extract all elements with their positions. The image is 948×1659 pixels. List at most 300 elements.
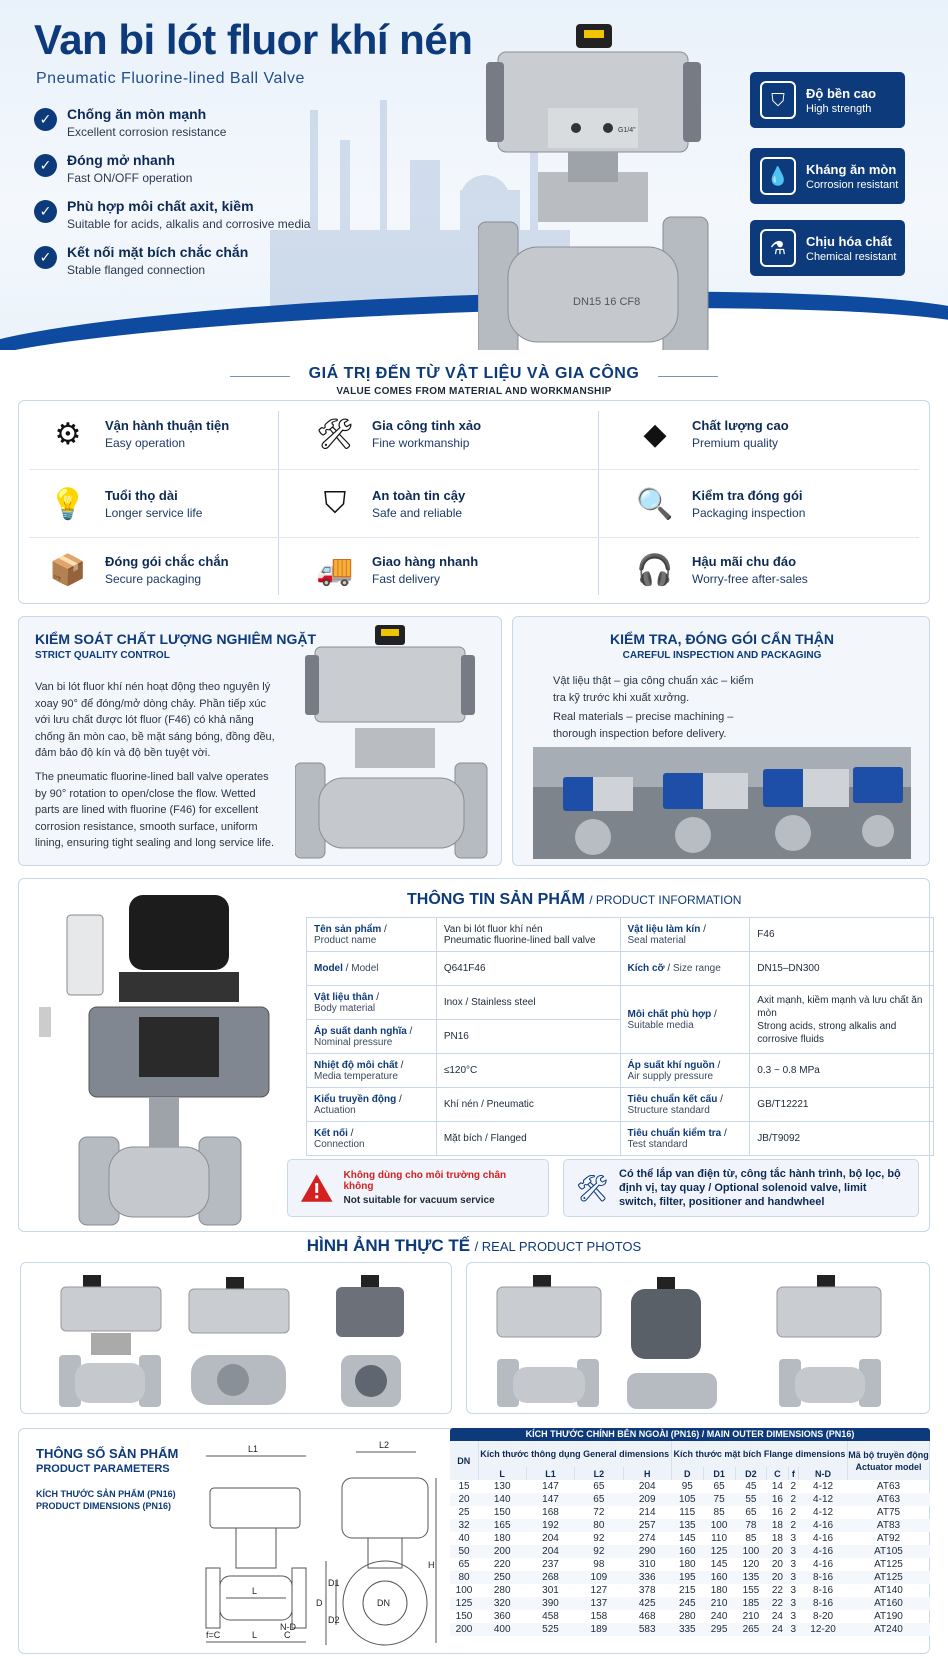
table-cell: 25 xyxy=(458,1506,470,1518)
value-label-en: Safe and reliable xyxy=(372,506,463,520)
table-cell: 8-20 xyxy=(813,1610,834,1622)
table-cell: 4-16 xyxy=(813,1532,834,1544)
table-cell: 140 xyxy=(478,1493,526,1506)
table-cell: 195 xyxy=(671,1571,703,1584)
table-cell: 3 xyxy=(790,1558,797,1570)
col-header: D2 xyxy=(735,1467,767,1480)
table-cell: 147 xyxy=(542,1480,559,1492)
value-label: Kiểm tra đóng gói xyxy=(692,488,803,503)
table-cell: 12-20 xyxy=(799,1623,848,1636)
table-cell: 100 xyxy=(735,1545,767,1558)
table-cell: 3 xyxy=(788,1571,799,1584)
product-photo xyxy=(59,1275,161,1407)
table-cell: 92 xyxy=(593,1532,605,1544)
value-label: Gia công tinh xảo xyxy=(372,418,482,433)
table-cell: 200 xyxy=(478,1545,526,1558)
table-cell: 525 xyxy=(526,1623,574,1636)
table-cell: 2 xyxy=(790,1480,797,1492)
shield-check-icon: ⛉ xyxy=(323,487,347,520)
table-cell: AT160 xyxy=(848,1597,930,1610)
table-cell: 215 xyxy=(678,1584,696,1596)
port-label: G1/4" xyxy=(618,127,636,134)
table-cell: 65 xyxy=(745,1506,757,1518)
dim-label: L1 xyxy=(248,1444,259,1454)
params-subtitle: KÍCH THƯỚC SẢN PHẨM (PN16) xyxy=(36,1489,176,1499)
dim-label: L xyxy=(252,1630,258,1640)
col-header: D1 xyxy=(703,1467,735,1480)
table-cell: AT83 xyxy=(848,1519,930,1532)
info-title: THÔNG TIN SẢN PHẨM xyxy=(407,891,585,908)
col-group-header: Kích thước mặt bích Flange dimensions xyxy=(671,1441,847,1467)
table-cell: 20 xyxy=(450,1493,478,1506)
table-cell: 80 xyxy=(575,1519,623,1532)
table-cell: 209 xyxy=(623,1493,671,1506)
badge-label-en: Corrosion resistant xyxy=(806,178,899,191)
table-cell: 301 xyxy=(542,1584,559,1596)
table-row xyxy=(450,1623,930,1636)
table-cell: 158 xyxy=(590,1610,608,1622)
warehouse-photo xyxy=(533,747,911,859)
table-cell: 320 xyxy=(478,1597,526,1610)
dim-label: D2 xyxy=(328,1615,340,1625)
badge-high-strength xyxy=(750,72,905,128)
table-cell: 237 xyxy=(542,1558,559,1570)
dim-label: D1 xyxy=(328,1578,340,1588)
dim-label: f=C xyxy=(206,1630,221,1640)
value-item xyxy=(47,549,229,591)
feature-label: Chống ăn mòn mạnh xyxy=(67,106,207,122)
table-cell: 180 xyxy=(493,1532,511,1544)
table-cell: 115 xyxy=(679,1506,696,1518)
table-cell: 65 xyxy=(458,1558,470,1570)
product-photo xyxy=(777,1275,881,1407)
value-item xyxy=(314,549,478,591)
feature-label-en: Stable flanged connection xyxy=(67,263,206,277)
product-photo xyxy=(189,1277,289,1405)
value-label-en: Longer service life xyxy=(105,506,203,520)
table-cell: 8-16 xyxy=(813,1584,834,1596)
table-cell: 4-16 xyxy=(799,1519,848,1532)
dim-label: H xyxy=(428,1560,435,1570)
truck-icon: 🚚 xyxy=(316,553,354,587)
value-label: An toàn tin cậy xyxy=(372,488,466,503)
dimension-drawing xyxy=(196,1438,446,1650)
feature-item xyxy=(34,152,192,185)
table-cell: AT92 xyxy=(876,1532,901,1544)
vacuum-warning xyxy=(287,1159,549,1217)
value-item xyxy=(314,483,465,525)
table-cell: AT190 xyxy=(874,1610,903,1622)
value-label: Tuổi thọ dài xyxy=(105,488,178,503)
table-cell: 185 xyxy=(735,1597,767,1610)
table-cell: 137 xyxy=(575,1597,623,1610)
dim-label: D xyxy=(316,1598,323,1608)
table-cell: 468 xyxy=(638,1610,656,1622)
table-cell: 336 xyxy=(623,1571,671,1584)
table-cell: 20 xyxy=(771,1558,783,1570)
table-cell: 32 xyxy=(450,1519,478,1532)
table-row xyxy=(450,1571,930,1584)
table-cell: 4-16 xyxy=(799,1545,848,1558)
params-title-en: PRODUCT PARAMETERS xyxy=(36,1463,170,1475)
product-photo xyxy=(497,1275,601,1407)
col-group-header: Kích thước thông dụng General dimensions xyxy=(478,1441,671,1467)
table-cell: 210 xyxy=(703,1597,735,1610)
values-grid xyxy=(18,400,930,604)
table-cell: 8-16 xyxy=(799,1597,848,1610)
table-cell: 257 xyxy=(623,1519,671,1532)
table-cell: 135 xyxy=(671,1519,703,1532)
badge-corrosion-resistant xyxy=(750,148,905,204)
feature-label-en: Suitable for acids, alkalis and corrosive media xyxy=(67,217,311,231)
photos-title-en: REAL PRODUCT PHOTOS xyxy=(481,1239,642,1254)
table-cell: 3 xyxy=(790,1610,797,1622)
value-label: Giao hàng nhanh xyxy=(372,554,479,569)
value-label-en: Easy operation xyxy=(105,436,186,450)
dim-label: L2 xyxy=(379,1440,390,1450)
table-cell: 3 xyxy=(790,1584,797,1596)
table-cell: 310 xyxy=(638,1558,656,1570)
table-cell: 150 xyxy=(493,1506,511,1518)
table-cell: 16 xyxy=(771,1506,783,1518)
table-cell: 72 xyxy=(593,1506,605,1518)
badge-label: Chịu hóa chất xyxy=(806,233,892,249)
inspection-box xyxy=(512,616,930,866)
values-title: GIÁ TRỊ ĐẾN TỪ VẬT LIỆU VÀ GIA CÔNG xyxy=(308,365,640,382)
table-cell: 250 xyxy=(478,1571,526,1584)
col-header: L1 xyxy=(526,1467,574,1480)
table-cell: AT63 xyxy=(876,1480,901,1492)
photo-group-left xyxy=(20,1262,452,1414)
value-item xyxy=(634,413,789,455)
feature-item xyxy=(34,198,310,231)
table-cell: 20 xyxy=(767,1571,788,1584)
feature-item xyxy=(34,244,248,277)
table-cell: 4-12 xyxy=(813,1506,834,1518)
photos-title: HÌNH ẢNH THỰC TẾ xyxy=(306,1236,471,1255)
info-heading: THÔNG TIN SẢN PHẨM / PRODUCT INFORMATION xyxy=(407,891,742,908)
table-cell: 109 xyxy=(575,1571,623,1584)
table-cell: 280 xyxy=(493,1584,511,1596)
table-cell: 240 xyxy=(710,1610,728,1622)
table-cell: 245 xyxy=(671,1597,703,1610)
table-cell: 4-16 xyxy=(813,1558,834,1570)
params-subtitle-en: PRODUCT DIMENSIONS (PN16) xyxy=(36,1501,172,1511)
table-cell: 110 xyxy=(711,1532,728,1544)
warning-icon xyxy=(300,1173,333,1203)
table-row xyxy=(450,1558,930,1571)
check-icon: ✓ xyxy=(34,154,57,177)
table-cell: 265 xyxy=(735,1623,767,1636)
table-cell: 268 xyxy=(526,1571,574,1584)
col-header: f xyxy=(788,1467,799,1480)
check-icon: ✓ xyxy=(34,108,57,131)
table-cell: AT105 xyxy=(848,1545,930,1558)
col-header: DN xyxy=(450,1441,478,1480)
table-cell: 135 xyxy=(735,1571,767,1584)
table-cell: 220 xyxy=(493,1558,511,1570)
table-cell: 65 xyxy=(713,1480,725,1492)
badge-label-en: High strength xyxy=(806,102,872,115)
badge-label: Độ bền cao xyxy=(806,85,877,101)
value-label-en: Secure packaging xyxy=(105,572,202,586)
table-cell: 295 xyxy=(703,1623,735,1636)
badge-label: Kháng ăn mòn xyxy=(806,161,897,177)
table-cell: 214 xyxy=(638,1506,656,1518)
table-cell: 16 xyxy=(767,1493,788,1506)
values-heading xyxy=(0,365,948,397)
col-header: D xyxy=(671,1467,703,1480)
table-row xyxy=(450,1506,930,1519)
shield-icon: ⛉ xyxy=(760,81,796,119)
table-cell: 3 xyxy=(788,1545,799,1558)
table-cell: 180 xyxy=(678,1558,696,1570)
table-cell: 120 xyxy=(742,1558,760,1570)
table-cell: 280 xyxy=(678,1610,696,1622)
table-cell: 145 xyxy=(710,1558,728,1570)
table-cell: 4-12 xyxy=(799,1493,848,1506)
table-cell: 390 xyxy=(526,1597,574,1610)
product-info-valve-image xyxy=(39,887,279,1227)
value-item xyxy=(314,413,481,455)
table-cell: 80 xyxy=(450,1571,478,1584)
table-cell: AT125 xyxy=(848,1571,930,1584)
value-label-en: Premium quality xyxy=(692,436,779,450)
product-photos-right xyxy=(467,1263,931,1415)
table-cell: 3 xyxy=(788,1597,799,1610)
table-row xyxy=(450,1610,930,1623)
table-row xyxy=(450,1545,930,1558)
table-cell: 147 xyxy=(526,1493,574,1506)
feature-item xyxy=(34,106,226,139)
product-photo xyxy=(336,1275,404,1407)
table-cell: 127 xyxy=(590,1584,608,1596)
box-icon: 📦 xyxy=(49,553,87,587)
qc-title: KIỂM SOÁT CHẤT LƯỢNG NGHIÊM NGẶT xyxy=(35,631,316,647)
table-cell: 378 xyxy=(638,1584,656,1596)
table-cell: 210 xyxy=(742,1610,760,1622)
table-cell: 85 xyxy=(713,1506,725,1518)
table-cell: 18 xyxy=(767,1519,788,1532)
table-cell: 8-16 xyxy=(799,1571,848,1584)
qc-paragraph-en: The pneumatic fluorine-lined ball valve operates by 90° rotation to open/close the flow. Wetted parts are lined with fluorine (F46) for excellent corrosion resistance, smooth surface, uniform lining, ensuring tight sealing and long service life. xyxy=(35,771,275,849)
table-cell: AT240 xyxy=(848,1623,930,1636)
table-cell: 4-12 xyxy=(813,1480,834,1492)
table-cell: 100 xyxy=(455,1584,473,1596)
col-header: H xyxy=(623,1467,671,1480)
table-cell: 105 xyxy=(671,1493,703,1506)
table-cell: 22 xyxy=(771,1584,783,1596)
table-cell: 168 xyxy=(542,1506,559,1518)
table-cell: 92 xyxy=(575,1545,623,1558)
product-photo xyxy=(627,1277,717,1409)
table-cell: 85 xyxy=(745,1532,757,1544)
table-cell: 189 xyxy=(575,1623,623,1636)
value-item xyxy=(47,483,202,525)
table-cell: 75 xyxy=(703,1493,735,1506)
col-header: L2 xyxy=(575,1467,623,1480)
table-cell: 3 xyxy=(790,1532,797,1544)
table-cell: 98 xyxy=(593,1558,605,1570)
product-photos-left xyxy=(21,1263,453,1415)
feature-label: Kết nối mặt bích chắc chắn xyxy=(67,244,249,260)
col-group-header: Mã bộ truyền động Actuator model xyxy=(848,1441,930,1480)
value-item xyxy=(47,413,229,455)
tools-icon: 🛠 xyxy=(315,417,355,451)
qc-paragraph: Van bi lót fluor khí nén hoạt động theo nguyên lý xoay 90° để đóng/mở dòng chảy. Phần tiếp xúc với lưu chất được lót fluor (F46) có khả năng chống ăn mòn cao, bề mặt sáng bóng, đồng đều, đảm bảo độ kín và độ bền tuyệt vời. xyxy=(35,681,275,759)
table-cell: 14 xyxy=(771,1480,783,1492)
table-cell: 165 xyxy=(478,1519,526,1532)
bulb-icon: 💡 xyxy=(49,487,87,521)
table-row xyxy=(450,1480,930,1493)
table-cell: 24 xyxy=(771,1610,783,1622)
table-cell: 95 xyxy=(681,1480,693,1492)
dimensions-table-title: KÍCH THƯỚC CHÍNH BÊN NGOÀI (PN16) / MAIN OUTER DIMENSIONS (PN16) xyxy=(450,1428,930,1441)
table-cell: 160 xyxy=(703,1571,735,1584)
table-cell: AT125 xyxy=(874,1558,903,1570)
table-cell: 3 xyxy=(788,1623,799,1636)
table-cell: 180 xyxy=(710,1584,728,1596)
photo-group-right xyxy=(466,1262,930,1414)
warning-text-en: Not suitable for vacuum service xyxy=(343,1195,495,1206)
table-row xyxy=(450,1493,930,1506)
col-header: N-D xyxy=(799,1467,848,1480)
page-title: Van bi lót fluor khí nén xyxy=(34,16,473,63)
table-cell: AT63 xyxy=(848,1493,930,1506)
table-cell: 204 xyxy=(542,1532,559,1544)
dim-label: L xyxy=(252,1586,258,1596)
table-cell: 145 xyxy=(678,1532,696,1544)
table-cell: 335 xyxy=(671,1623,703,1636)
params-heading xyxy=(36,1446,178,1511)
inspect-paragraph-en: Real materials – precise machining – thorough inspection before delivery. xyxy=(553,711,734,740)
col-header: L xyxy=(478,1467,526,1480)
table-cell: 2 xyxy=(790,1506,797,1518)
dimensions-table xyxy=(450,1441,930,1636)
gear-icon: ⚙ xyxy=(54,417,82,451)
table-cell: 204 xyxy=(526,1545,574,1558)
hero-banner xyxy=(0,0,948,350)
dim-label: DN xyxy=(377,1598,390,1608)
table-cell: 100 xyxy=(703,1519,735,1532)
table-cell: 50 xyxy=(450,1545,478,1558)
feature-label: Phù hợp môi chất axit, kiềm xyxy=(67,198,254,214)
quality-control-box xyxy=(18,616,502,866)
inspect-title-en: CAREFUL INSPECTION AND PACKAGING xyxy=(622,650,822,661)
table-row xyxy=(450,1519,930,1532)
table-cell: 20 xyxy=(767,1545,788,1558)
table-cell: 150 xyxy=(455,1610,473,1622)
tools-icon: 🛠 xyxy=(576,1172,610,1203)
optional-accessories-note xyxy=(563,1159,919,1217)
table-cell: 155 xyxy=(742,1584,760,1596)
table-row xyxy=(450,1584,930,1597)
drop-shield-icon: 💧 xyxy=(760,157,796,195)
table-cell: 583 xyxy=(623,1623,671,1636)
magnifier-icon: 🔍 xyxy=(636,487,674,521)
product-info-section xyxy=(18,878,930,1232)
table-cell: 55 xyxy=(735,1493,767,1506)
table-cell: 45 xyxy=(745,1480,757,1492)
table-cell: 130 xyxy=(493,1480,511,1492)
info-title-en: PRODUCT INFORMATION xyxy=(595,893,742,907)
table-row xyxy=(450,1597,930,1610)
badge-chemical-resistant xyxy=(750,220,905,276)
value-label: Đóng gói chắc chắn xyxy=(105,554,229,569)
qc-title-en: STRICT QUALITY CONTROL xyxy=(35,650,170,661)
value-label-en: Fine workmanship xyxy=(372,436,470,450)
check-icon: ✓ xyxy=(34,246,57,269)
table-cell: 192 xyxy=(526,1519,574,1532)
dim-label: N-D xyxy=(280,1622,296,1632)
table-cell: 24 xyxy=(767,1623,788,1636)
headset-icon: 🎧 xyxy=(636,553,674,587)
table-row xyxy=(450,1532,930,1545)
params-title: THÔNG SỐ SẢN PHẨM xyxy=(36,1446,179,1461)
photos-heading: HÌNH ẢNH THỰC TẾ / REAL PRODUCT PHOTOS xyxy=(306,1236,642,1255)
table-cell: 360 xyxy=(493,1610,511,1622)
table-cell: 65 xyxy=(593,1480,605,1492)
inspect-title: KIỂM TRA, ĐÓNG GÓI CẨN THẬN xyxy=(610,631,834,647)
badge-label-en: Chemical resistant xyxy=(806,250,897,263)
qc-valve-image xyxy=(295,623,491,859)
warning-text: Không dùng cho môi trường chân không xyxy=(343,1170,507,1192)
table-cell: 18 xyxy=(771,1532,783,1544)
table-cell: 400 xyxy=(478,1623,526,1636)
value-label: Vận hành thuận tiện xyxy=(105,418,230,433)
values-title-en: VALUE COMES FROM MATERIAL AND WORKMANSHIP xyxy=(336,386,612,397)
table-cell: 160 xyxy=(671,1545,703,1558)
table-cell: AT75 xyxy=(876,1506,901,1518)
value-label-en: Fast delivery xyxy=(372,572,441,586)
table-cell: 290 xyxy=(623,1545,671,1558)
table-cell: 40 xyxy=(458,1532,470,1544)
table-cell: 78 xyxy=(735,1519,767,1532)
table-cell: 22 xyxy=(767,1597,788,1610)
feature-label-en: Fast ON/OFF operation xyxy=(67,171,193,185)
hero-valve-image xyxy=(478,22,728,350)
table-cell: 425 xyxy=(623,1597,671,1610)
valve-body-mark: DN15 16 CF8 xyxy=(573,296,641,308)
optional-accessories-text: Có thể lắp van điện từ, công tắc hành trình, bộ lọc, bộ định vị, tay quay / Optional solenoid valve, limit switch, filter, positioner and handwheel xyxy=(619,1168,901,1208)
table-cell: 65 xyxy=(575,1493,623,1506)
table-cell: 2 xyxy=(788,1519,799,1532)
value-item xyxy=(634,549,808,591)
table-cell: 15 xyxy=(458,1480,470,1492)
table-cell: 458 xyxy=(542,1610,559,1622)
col-header: C xyxy=(767,1467,788,1480)
flask-icon: ⚗ xyxy=(760,229,796,267)
table-cell: 200 xyxy=(450,1623,478,1636)
value-label-en: Worry-free after-sales xyxy=(692,572,808,586)
table-cell: 274 xyxy=(638,1532,656,1544)
table-cell: 204 xyxy=(638,1480,656,1492)
table-cell: 125 xyxy=(703,1545,735,1558)
inspect-paragraph: Vật liệu thật – gia công chuẩn xác – kiểm tra kỹ trước khi xuất xưởng. xyxy=(553,675,754,704)
value-label: Chất lượng cao xyxy=(692,418,789,433)
value-label-en: Packaging inspection xyxy=(692,506,806,520)
table-cell: AT140 xyxy=(874,1584,903,1596)
product-info-table: Tên sản phẩm / Product name Van bi lót fluor khí nén Pneumatic fluorine-lined ball valve Vật liệu làm kín / Seal material F46 Model / Model Q641F46 Kích cỡ / Size range DN15–DN300 Vật liệu thân / Body material Inox / Stainless steel Môi chất phù hợp / Suitable media Axit mạnh, kiềm mạnh và lưu chất ăn mòn Strong acids, strong alkalis and corrosive fluids Áp suất danh nghĩa / Nominal pressure PN16 Nhiệt độ môi chất / Media temperature ≤120°C Áp suất khí nguồn / Air supply pressure 0.3 ~ 0.8 MPa Kiểu truyền động / Actuation Khí nén / Pneumatic Tiêu chuẩn kết cấu / Structure standard GB/T12221 Kết nối / Connection Mặt bích / Flanged Tiêu chuẩn kiểm tra / Test standard JB/T9092 xyxy=(306,917,934,1156)
page-subtitle: Pneumatic Fluorine-lined Ball Valve xyxy=(36,70,305,87)
value-label: Hậu mãi chu đáo xyxy=(692,554,797,569)
table-cell: 125 xyxy=(450,1597,478,1610)
check-icon: ✓ xyxy=(34,200,57,223)
feature-label: Đóng mở nhanh xyxy=(67,152,175,168)
diamond-icon: ◆ xyxy=(643,417,667,451)
table-cell: 2 xyxy=(788,1493,799,1506)
dim-label: C xyxy=(284,1630,291,1640)
